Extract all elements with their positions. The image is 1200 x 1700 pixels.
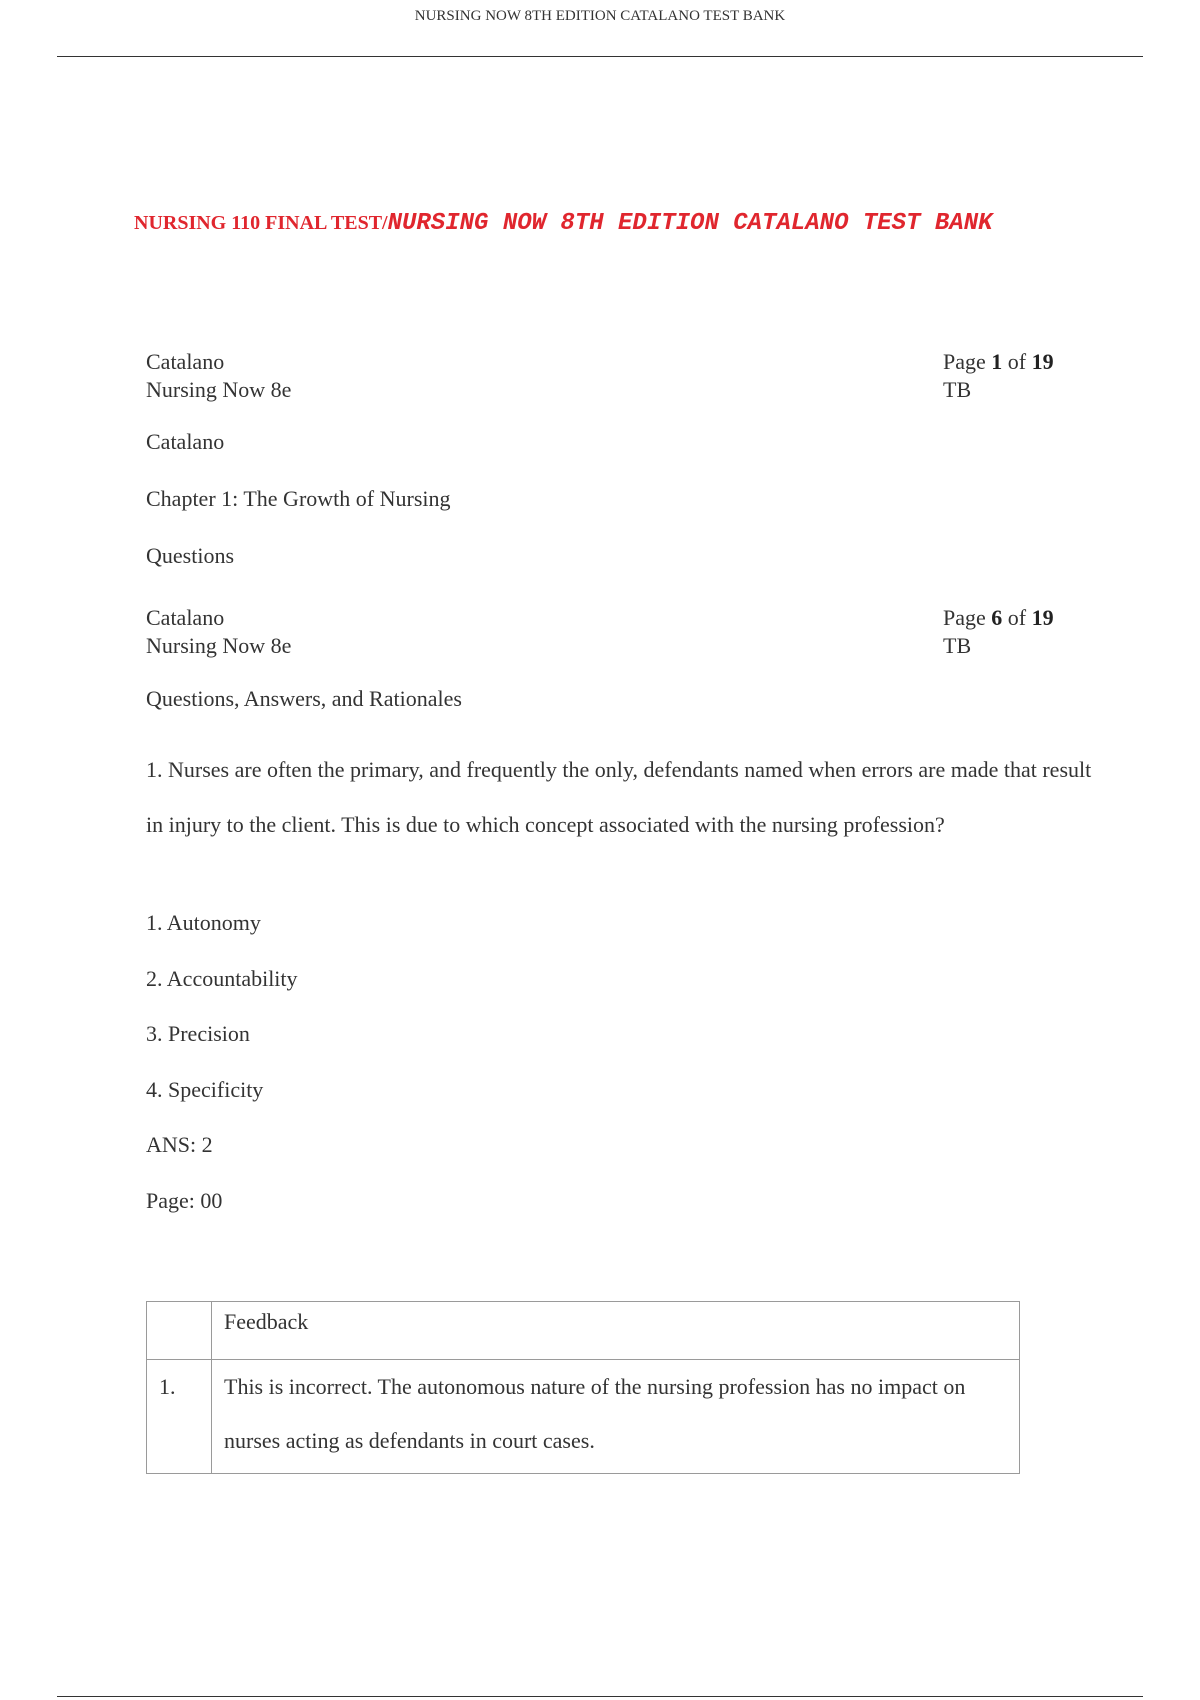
- table-row: [147, 1360, 1020, 1474]
- section-questions: Questions: [146, 543, 234, 568]
- table-header-row: [147, 1302, 1020, 1360]
- author-name: Catalano: [146, 349, 225, 374]
- document-type: TB: [943, 633, 972, 658]
- page-number: 6: [991, 605, 1003, 630]
- header-rule: [57, 56, 1143, 57]
- page-reference: Page: 00: [146, 1188, 223, 1213]
- page-counter: [943, 604, 1054, 632]
- author-line: Catalano: [146, 429, 225, 454]
- of-word: of: [1007, 605, 1027, 630]
- chapter-title: Chapter 1: The Growth of Nursing: [146, 486, 451, 511]
- option-1: 1. Autonomy: [146, 910, 261, 935]
- book-title: Nursing Now 8e: [146, 377, 292, 402]
- table-header-cell: [212, 1302, 1020, 1360]
- title-part-1: NURSING 110 FINAL TEST/: [134, 212, 388, 234]
- page-word: Page: [943, 605, 986, 630]
- title-part-2: NURSING NOW 8TH EDITION CATALANO TEST BANK: [387, 210, 993, 237]
- document-type: TB: [943, 377, 972, 402]
- option-4: 4. Specificity: [146, 1077, 264, 1102]
- answer-line: ANS: 2: [146, 1132, 213, 1157]
- document-title: [134, 205, 1054, 240]
- page-total: 19: [1031, 605, 1054, 630]
- option-3: 3. Precision: [146, 1021, 250, 1046]
- page-word: Page: [943, 349, 986, 374]
- page-counter: [943, 348, 1054, 376]
- of-word: of: [1007, 349, 1027, 374]
- running-header: NURSING NOW 8TH EDITION CATALANO TEST BANK: [414, 8, 786, 24]
- page-number: 1: [991, 349, 1003, 374]
- table-row-text-cell: [212, 1360, 1020, 1474]
- page-total: 19: [1031, 349, 1054, 374]
- author-name: Catalano: [146, 605, 225, 630]
- feedback-header: Feedback: [224, 1309, 309, 1334]
- footer-rule: [57, 1696, 1143, 1697]
- feedback-table: [146, 1301, 1020, 1474]
- option-2: 2. Accountability: [146, 966, 298, 991]
- section-qar: Questions, Answers, and Rationales: [146, 686, 462, 711]
- book-title: Nursing Now 8e: [146, 633, 292, 658]
- table-header-empty-cell: [147, 1302, 212, 1360]
- row-feedback-text: This is incorrect. The autonomous nature of the nursing profession has no impact on nurses acting as defendants in court cases.: [224, 1374, 966, 1453]
- row-number: 1.: [159, 1374, 176, 1399]
- table-row-number-cell: [147, 1360, 212, 1474]
- question-text: 1. Nurses are often the primary, and frequently the only, defendants named when errors are made that result in injury to the client. This is due to which concept associated with the nursing profession?: [146, 757, 1092, 837]
